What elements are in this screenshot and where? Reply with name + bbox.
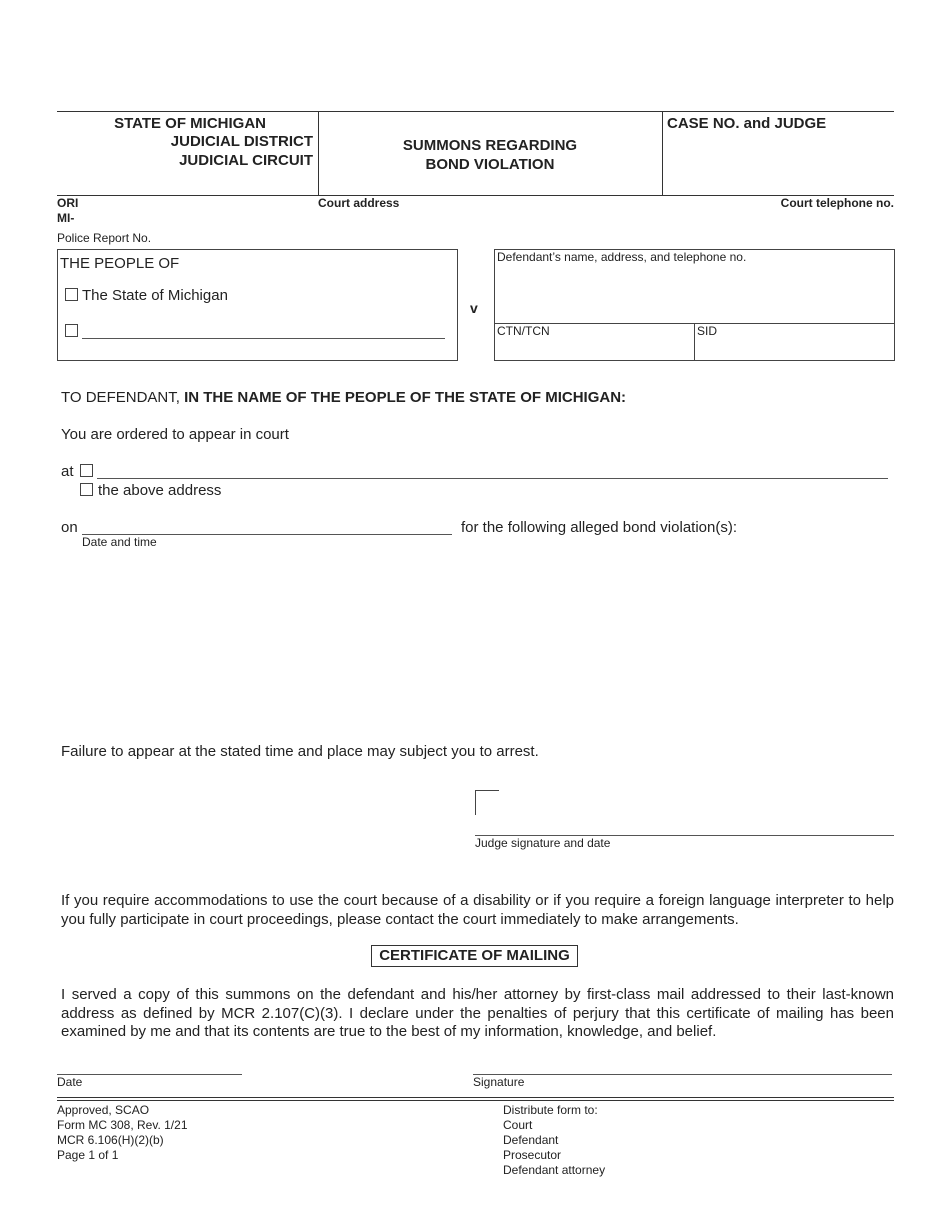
to-defendant-line (61, 389, 626, 406)
seal-corner-mark (475, 790, 499, 815)
certificate-text: I served a copy of this summons on the defendant and his/her attorney by first-class mail addressed to their last-known address as defined by MCR 2.107(C)(3). I declare under the penalties of perjury that this certificate of mailing has been examined by me and that its contents are true to the best of my information, knowledge, and belief. (61, 986, 894, 1040)
location-field[interactable] (97, 478, 888, 479)
at-label: at (61, 463, 74, 480)
certificate-date-label: Date (57, 1075, 83, 1089)
header-top-rule (57, 111, 894, 112)
distribute-item: Defendant (503, 1133, 559, 1147)
to-defendant-bold: IN THE NAME OF THE PEOPLE OF THE STATE OF MICHIGAN: (184, 389, 627, 406)
above-address-label: the above address (98, 482, 222, 499)
district-label: JUDICIAL DISTRICT (170, 133, 313, 150)
court-address-label: Court address (318, 196, 400, 210)
police-report-label: Police Report No. (57, 231, 152, 245)
distribute-label: Distribute form to: (503, 1103, 598, 1117)
footer-mcr: MCR 6.106(H)(2)(b) (57, 1133, 164, 1147)
certificate-date-field[interactable] (57, 1074, 242, 1075)
circuit-label: JUDICIAL CIRCUIT (179, 152, 313, 169)
distribute-item: Prosecutor (503, 1148, 562, 1162)
failure-text: Failure to appear at the stated time and place may subject you to arrest. (61, 743, 539, 760)
footer-distribute-block (503, 1103, 605, 1178)
other-plaintiff-checkbox[interactable] (65, 324, 78, 337)
on-label: on (61, 519, 78, 536)
certificate-signature-field[interactable] (473, 1074, 892, 1075)
ctn-sid-divider (694, 323, 695, 361)
ordered-text: You are ordered to appear in court (61, 426, 289, 443)
ctn-label: CTN/TCN (497, 324, 550, 338)
state-label: STATE OF MICHIGAN (114, 115, 266, 132)
footer-approved: Approved, SCAO (57, 1103, 150, 1117)
ori-label: ORI (57, 196, 79, 210)
other-location-checkbox[interactable] (80, 464, 93, 477)
state-of-michigan-label: The State of Michigan (82, 287, 228, 304)
footer-page: Page 1 of 1 (57, 1148, 119, 1162)
footer-form: Form MC 308, Rev. 1/21 (57, 1118, 188, 1132)
form-title-line1: SUMMONS REGARDING (402, 137, 578, 154)
header-divider-right (662, 111, 663, 195)
people-of-label: THE PEOPLE OF (60, 255, 180, 272)
footer-left-block (57, 1103, 188, 1163)
date-time-label: Date and time (82, 535, 157, 549)
defendant-info-label: Defendant’s name, address, and telephone no. (497, 250, 747, 264)
sid-label: SID (697, 324, 718, 338)
distribute-item: Court (503, 1118, 533, 1132)
violation-text: for the following alleged bond violation(s): (461, 519, 737, 536)
versus-label: v (470, 300, 478, 316)
other-plaintiff-field[interactable] (82, 338, 445, 339)
distribute-item: Defendant attorney (503, 1163, 606, 1177)
accommodation-text: If you require accommodations to use the court because of a disability or if you require a foreign language interpreter to help you fully participate in court proceedings, please contact the court immediately to make arrangements. (61, 892, 894, 928)
ori-value: MI- (57, 211, 75, 225)
to-defendant-prefix: TO DEFENDANT, (61, 389, 180, 406)
judge-signature-label: Judge signature and date (475, 836, 611, 850)
case-no-label: CASE NO. and JUDGE (667, 115, 827, 132)
certificate-title: CERTIFICATE OF MAILING (371, 945, 578, 967)
footer-rule-2 (57, 1100, 894, 1101)
state-of-michigan-checkbox[interactable] (65, 288, 78, 301)
court-phone-label: Court telephone no. (780, 196, 894, 210)
certificate-signature-label: Signature (473, 1075, 525, 1089)
footer-rule-1 (57, 1097, 894, 1098)
form-title-line2: BOND VIOLATION (425, 156, 555, 173)
above-address-checkbox[interactable] (80, 483, 93, 496)
